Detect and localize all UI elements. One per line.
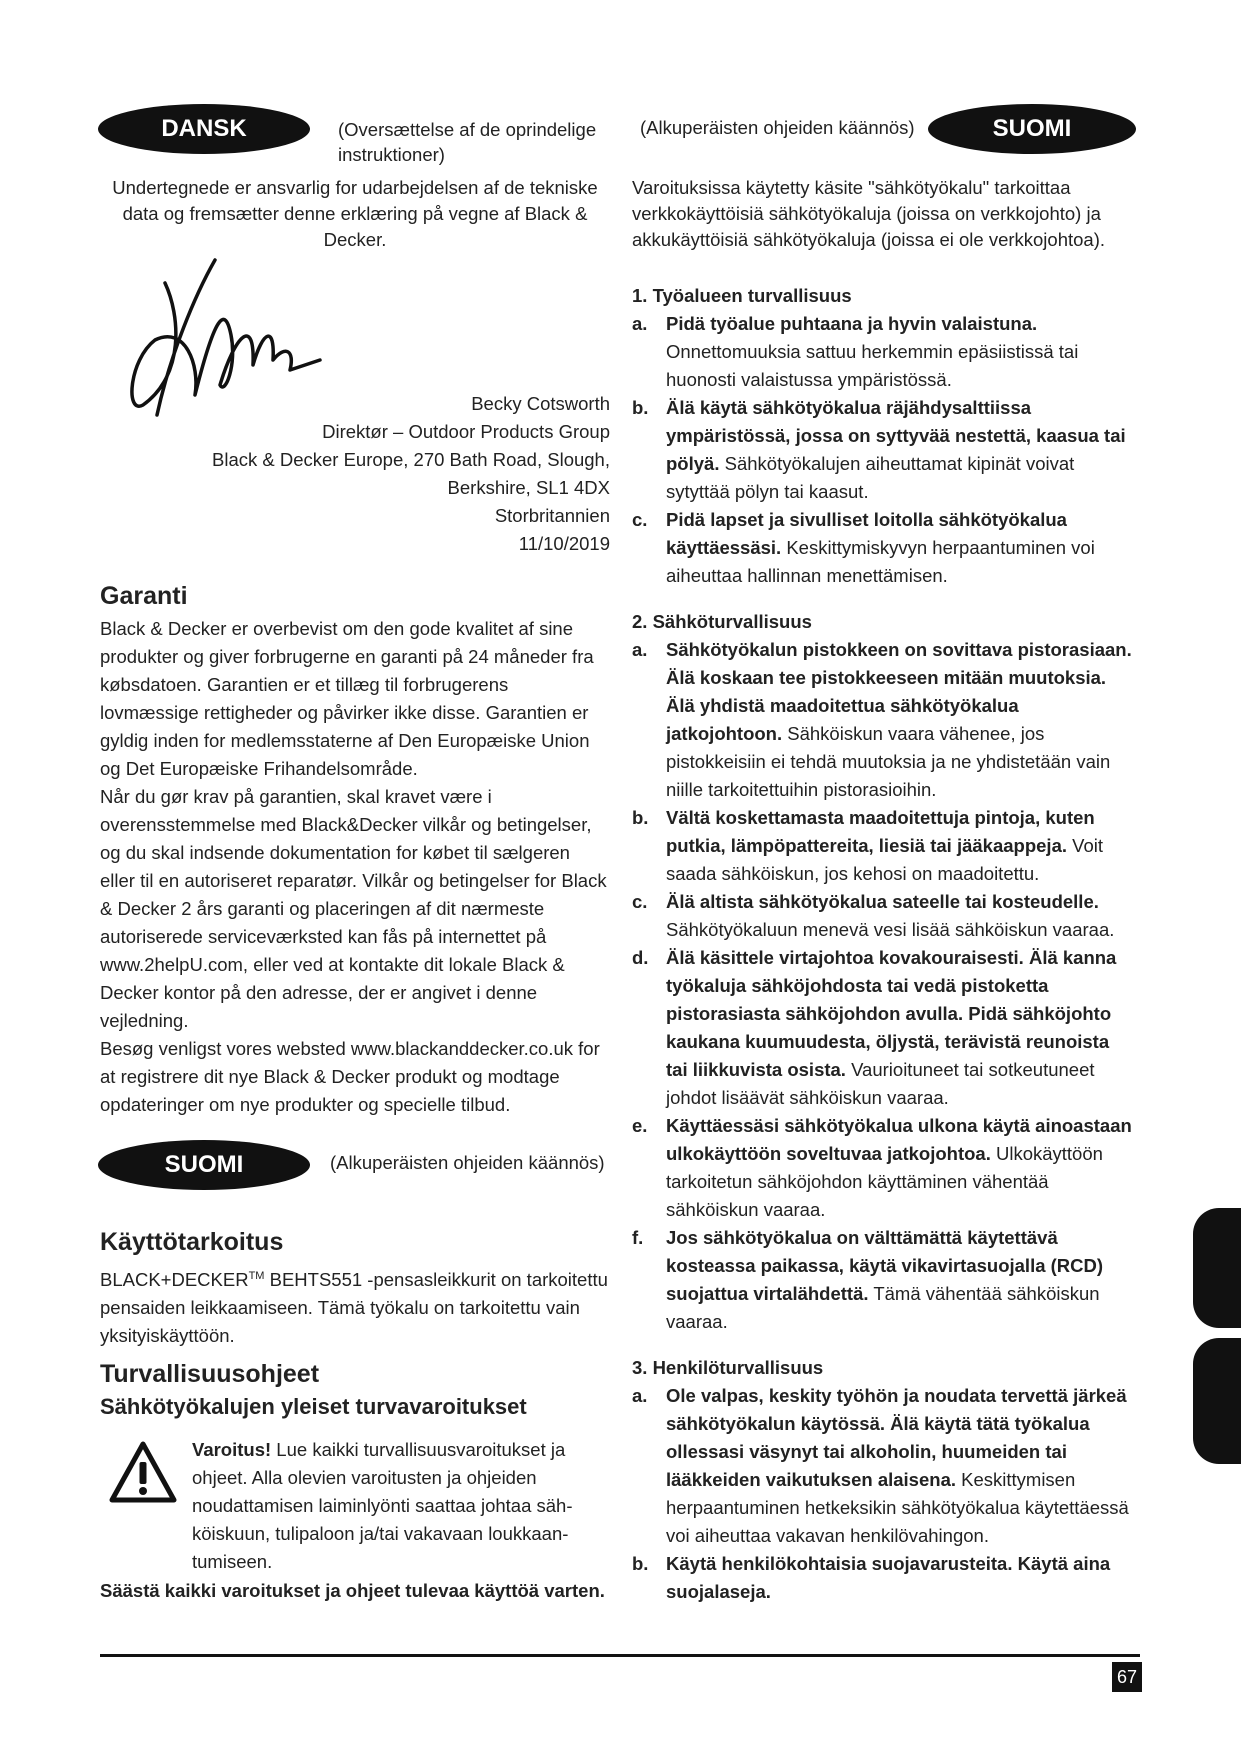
item-text: Sähkötyökaluun menevä vesi lisää sähköiskun vaaraa. bbox=[666, 919, 1115, 940]
item-label: d. bbox=[632, 947, 649, 968]
signatory-address-2: Berkshire, SL1 4DX bbox=[447, 477, 610, 498]
item-bold: Käyttäessäsi sähkötyökalua ulkona käytä ainoastaan ulkokäyttöön soveltuvaa jatkojohtoa. bbox=[666, 1115, 1132, 1164]
section-electrical bbox=[632, 608, 1132, 1336]
item-text: Vaurioituneet tai sotkeutuneet johdot lisäävät sähköiskun vaaraa. bbox=[666, 1059, 1095, 1108]
warning-text bbox=[192, 1436, 612, 1576]
safety-heading: Turvallisuusohjeet bbox=[100, 1360, 320, 1388]
language-badge-suomi: SUOMI bbox=[98, 1140, 310, 1190]
item-bold: Vältä koskettamasta maadoitettuja pintoja, kuten putkia, lämpöpattereita, liesiä tai jääkaappeja. bbox=[666, 807, 1095, 856]
section-work-area bbox=[632, 282, 1132, 590]
warranty-paragraph: Black & Decker er overbevist om den gode kvalitet af sine produkter og giver forbrugerne en garanti på 24 måneder fra købsdatoen. Garantien er et tillæg til forbrugerens lovmæssige rettigheder og påvirker ikke disse. Garantien er gyldig inden for medlemsstaterne af Den Europæiske Union og Det Europæiske Frihandelsområde. bbox=[100, 618, 594, 779]
item-text: Sähköiskun vaara vähenee, jos pistokkeisiin ei tehdä muutoksia ja ne yhdistetään vain niille tarkoitettuihin pistorasioihin. bbox=[666, 723, 1111, 800]
warranty-body bbox=[100, 615, 610, 1119]
list-item bbox=[632, 394, 1132, 506]
dansk-subtitle: (Oversættelse af de oprindelige instruktioner) bbox=[338, 119, 597, 165]
item-label: b. bbox=[632, 807, 649, 828]
warning-triangle-icon bbox=[108, 1440, 178, 1504]
item-label: c. bbox=[632, 891, 648, 912]
warranty-paragraph: Når du gør krav på garantien, skal kravet være i overensstemmelse med Black&Decker vilkår og betingelser, og du skal indsende dokumentation for købet til sælgeren eller til en autoriseret reparatør. Vilkår og betingelser for Black & Decker 2 års garanti og placeringen af dit nærmeste autoriserede serviceværksted kan fås på internettet på www.2helpU.com, eller ved at kontakte dit lokale Black & Decker kontor på den adresse, der er angivet i denne vejledning. bbox=[100, 786, 607, 1031]
list-item bbox=[632, 506, 1132, 590]
list-item bbox=[632, 1550, 1132, 1606]
section-personal bbox=[632, 1354, 1132, 1606]
item-bold: Älä käsittele virtajohtoa kovakouraisesti. Älä kanna työkaluja sähköjohdosta tai vedä pistoketta pistorasiasta sähköjohdon avulla. Pidä sähköjohto kaukana kuumuudesta, öljystä, terävistä reunoista tai liikkuvista osista. bbox=[666, 947, 1117, 1080]
signatory-block bbox=[180, 390, 610, 558]
list-item bbox=[632, 310, 1132, 394]
signatory-name: Becky Cotsworth bbox=[471, 393, 610, 414]
item-text: Keskittymisen herpaantuminen hetkeksikin sähkötyökalua käytettäessä voi aiheuttaa vakavan henkilövahingon. bbox=[666, 1469, 1129, 1546]
section-heading: 2. Sähköturvallisuus bbox=[632, 611, 812, 632]
trademark: TM bbox=[248, 1270, 265, 1282]
language-badge-suomi-right: SUOMI bbox=[928, 104, 1136, 154]
list-item bbox=[632, 1382, 1132, 1550]
item-label: f. bbox=[632, 1227, 644, 1248]
page-number: 67 bbox=[1112, 1662, 1142, 1692]
list-item bbox=[632, 636, 1132, 804]
list-item bbox=[632, 1224, 1132, 1336]
item-text: Tämä vähentää sähköiskun vaaraa. bbox=[666, 1283, 1100, 1332]
safety-sections bbox=[632, 282, 1132, 1606]
warranty-heading: Garanti bbox=[100, 582, 188, 610]
section-tab-upper bbox=[1193, 1208, 1241, 1328]
item-text: Voit saada sähköiskun, jos kehosi on maadoitettu. bbox=[666, 835, 1103, 884]
item-bold: Sähkötyökalun pistokkeen on sovittava pistorasiaan. Älä koskaan tee pistokkeeseen mitään muutoksia. Älä yhdistä maadoitettua sähkötyökalua jatkojohtoon. bbox=[666, 639, 1132, 744]
section-tab-lower bbox=[1193, 1338, 1241, 1464]
list-item bbox=[632, 944, 1132, 1112]
warning-label: Varoitus! bbox=[192, 1439, 272, 1460]
warranty-paragraph: Besøg venligst vores websted www.blackanddecker.co.uk for at registrere dit nye Black & Decker produkt og modtage opdateringer om nye produkter og specielle tilbud. bbox=[100, 1038, 600, 1115]
list-item bbox=[632, 888, 1132, 944]
section-heading: 1. Työalueen turvallisuus bbox=[632, 285, 852, 306]
item-label: a. bbox=[632, 1385, 648, 1406]
footer-rule bbox=[100, 1654, 1140, 1657]
warnings-intro: Varoituksissa käytetty käsite "sähkötyökalu" tarkoittaa verkkokäyttöisiä sähkötyökaluja (joissa on verkkojohto) ja akkukäyttöisiä sähkötyökaluja (joissa ei ole verkkojohtoa). bbox=[632, 177, 1106, 250]
list-item bbox=[632, 804, 1132, 888]
item-label: e. bbox=[632, 1115, 648, 1136]
brand-name: BLACK+DECKER bbox=[100, 1269, 249, 1291]
language-badge-dansk: DANSK bbox=[98, 104, 310, 154]
signatory-date: 11/10/2019 bbox=[518, 533, 610, 554]
suomi-subtitle: (Alkuperäisten ohjeiden käännös) bbox=[330, 1152, 605, 1173]
item-bold: Älä altista sähkötyökalua sateelle tai kosteudelle. bbox=[666, 891, 1099, 912]
item-text: Ulkokäyttöön tarkoitetun sähköjohdon käyttäminen vähentää sähköiskun vaaraa. bbox=[666, 1143, 1103, 1220]
item-label: a. bbox=[632, 639, 648, 660]
safety-subheading: Sähkötyökalujen yleiset turvavaroitukset bbox=[100, 1394, 527, 1419]
item-bold: Pidä työalue puhtaana ja hyvin valaistuna. bbox=[666, 313, 1038, 334]
item-text: Keskittymiskyvyn herpaantuminen voi aiheuttaa hallinnan menettämisen. bbox=[666, 537, 1095, 586]
section-heading: 3. Henkilöturvallisuus bbox=[632, 1357, 824, 1378]
item-label: c. bbox=[632, 509, 648, 530]
signatory-country: Storbritannien bbox=[494, 505, 610, 526]
item-bold: Jos sähkötyökalua on välttämättä käytettävä kosteassa paikassa, käytä vikavirtasuojalla (RCD) suojattua virtalähdettä. bbox=[666, 1227, 1104, 1304]
intended-use-text bbox=[100, 1262, 610, 1350]
signatory-address-1: Black & Decker Europe, 270 Bath Road, Slough, bbox=[212, 449, 610, 470]
suomi-right-subtitle: (Alkuperäisten ohjeiden käännös) bbox=[640, 117, 915, 138]
item-bold: Käytä henkilökohtaisia suojavarusteita. Käytä aina suojalaseja. bbox=[666, 1553, 1111, 1602]
warning-body: Lue kaikki turvallisuusvaroitukset ja ohjeet. Alla olevien varoitusten ja ohjeiden noudattamisen laiminlyönti saattaa johtaa sähköiskuun, tulipaloon ja/tai vakavaan loukkaantumiseen. bbox=[192, 1439, 573, 1572]
item-bold: Ole valpas, keskity työhön ja noudata tervettä järkeä sähkötyökalun käytössä. Älä käytä tätä työkalua ollessasi väsynyt tai alkoholin, huumeiden tai lääkkeiden vaikutuksen alaisena. bbox=[666, 1385, 1127, 1490]
item-text: Onnettomuuksia sattuu herkemmin epäsiistissä tai huonosti valaistussa ympäristössä. bbox=[666, 341, 1079, 390]
item-label: b. bbox=[632, 1553, 649, 1574]
dansk-intro: Undertegnede er ansvarlig for udarbejdelsen af de tekniske data og fremsætter denne erklæring på vegne af Black & Decker. bbox=[112, 177, 598, 250]
intended-use-heading: Käyttötarkoitus bbox=[100, 1228, 284, 1256]
list-item bbox=[632, 1112, 1132, 1224]
intended-use-description: BEHTS551 -pensasleikkurit on tarkoitettu pensaiden leikkaamiseen. Tämä työkalu on tarkoitettu vain yksityiskäyttöön. bbox=[100, 1269, 608, 1347]
signatory-title: Direktør – Outdoor Products Group bbox=[322, 421, 610, 442]
item-bold: Älä käytä sähkötyökalua räjähdysalttiissa ympäristössä, jossa on syttyvää nestettä, kaasua tai pölyä. bbox=[666, 397, 1126, 474]
item-label: a. bbox=[632, 313, 648, 334]
keep-instructions-text: Säästä kaikki varoitukset ja ohjeet tulevaa käyttöä varten. bbox=[100, 1580, 605, 1601]
item-label: b. bbox=[632, 397, 649, 418]
item-bold: Pidä lapset ja sivulliset loitolla sähkötyökalua käyttäessäsi. bbox=[666, 509, 1067, 558]
item-text: Sähkötyökalujen aiheuttamat kipinät voivat sytyttää pölyn tai kaasut. bbox=[666, 453, 1075, 502]
